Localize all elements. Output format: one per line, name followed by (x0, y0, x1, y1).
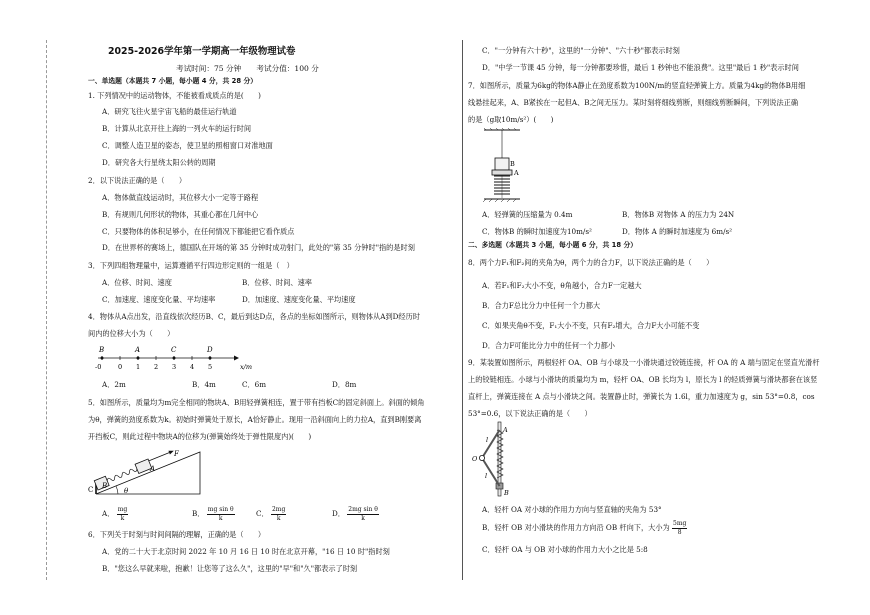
q7-spring-figure (470, 128, 540, 208)
q2-option-b: B．有规则几何形状的物体，其重心都在几何中心 (102, 210, 259, 219)
q2-option-d: D．在世界杯的赛场上，德国队在开场的第 35 分钟时成功射门，此处的"第 35 分钟时"指的是时刻 (102, 243, 415, 252)
q9-stem-line1: 9．某装置如图所示，两根轻杆 OA、OB 与小球及一小滑块通过铰链连接，杆 OA 的 A 端与固定在竖直光滑杆 (468, 358, 820, 367)
q4-option-d: D．8m (332, 380, 357, 389)
q4-tick-label: 1 (136, 363, 141, 371)
q6-option-b: B．"您这么早就来啦，抱歉！让您等了这么久"，这里的"早"和"久"都表示了时刻 (102, 564, 358, 573)
q4-stem-line2: 间内的位移大小为（ ） (88, 329, 175, 338)
q9-ball (479, 455, 484, 460)
q4-tick-label: 3 (172, 363, 177, 371)
q9-stem-line4: 53°=0.6，以下说法正确的是（ ） (468, 409, 592, 418)
q8-option-b: B．合力F总比分力中任何一个力都大 (482, 301, 601, 310)
q8-option-a: A．若F₁和F₂大小不变，θ角越小，合力F一定越大 (482, 281, 642, 290)
q3-option-a: A．位移、时间、速度 (102, 278, 172, 287)
q3-stem: 3．下列四组物理量中，运算遵循平行四边形定则的一组是（ ） (88, 261, 294, 270)
binding-margin (6, 40, 47, 580)
q5-option-a: A． $\frac{mg}{k}$ (102, 506, 128, 522)
left-column (88, 0, 460, 615)
q9-label-l-top: l (486, 436, 489, 444)
q8-stem: 8．两个力F₁和F₂间的夹角为θ，两个力的合力F，以下说法正确的是（ ） (468, 258, 714, 267)
q5-option-c: C． $\frac{2mg}{k}$ (256, 506, 286, 522)
q5-stem-line2: 为θ，弹簧的劲度系数为k。初始时弹簧处于原长，A恰好静止。现用一沿斜面向上的力拉A，直到B刚要离 (88, 415, 422, 424)
q5-stem-line3: 开挡板C，则此过程中物块A的位移为(弹簧始终处于弹性限度内)( ) (88, 432, 312, 441)
q6-option-c: C．"一分钟有六十秒"，这里的"一分钟"、"六十秒"都表示时刻 (482, 46, 680, 55)
q9-label-o: O (472, 455, 478, 463)
q1-stem: 1. 下列情况中的运动物体，不能被看成质点的是( ) (88, 91, 261, 100)
q7-label-a: A (514, 169, 519, 177)
q9-label-a: A (503, 426, 508, 434)
q7-option-a: A．轻弹簧的压缩量为 0.4m (482, 210, 573, 219)
q1-option-b: B．计算从北京开往上海的一列火车的运行时间 (102, 124, 252, 133)
q9-option-a: A．轻杆 OA 对小球的作用力方向与竖直轴的夹角为 53° (482, 505, 662, 514)
q1-option-d: D．研究各大行星绕太阳公转的周期 (102, 158, 216, 167)
q7-stem-line3: 的是（g取10m/s²）( ) (468, 115, 554, 124)
q5-option-b: B． $\frac{\text{mg sin θ}}{k}$ (192, 506, 234, 522)
q5-label-b: B (102, 482, 108, 490)
q1-option-a: A．研究飞往火星宇宙飞船的最佳运行轨道 (102, 107, 237, 116)
q9-linkage-figure (470, 420, 530, 500)
q4-point-b: B (99, 346, 105, 354)
q7-option-c: C．物体B 的瞬时加速度为10m/s² (482, 227, 592, 236)
q3-option-b: B．位移、时间、速率 (242, 278, 312, 287)
q7-block-a (492, 170, 512, 175)
q7-stem-line2: 线悬挂起来，A、B紧挨在一起但A、B之间无压力。某时刻将细线剪断，则细线剪断瞬间，下列说法正确 (468, 98, 799, 107)
q7-stem-line1: 7．如图所示，质量为6kg的物体A静止在劲度系数为100N/m的竖直轻弹簧上方。质量为4kg的物体B用细 (468, 81, 806, 90)
exam-title: 2025-2026学年第一学期高一年级物理试卷 (108, 46, 296, 57)
q3-option-c: C．加速度、速度变化量、平均速率 (102, 295, 216, 304)
q7-block-b (495, 158, 509, 170)
q4-number-line-figure (94, 343, 254, 373)
q3-option-d: D．加速度、速度变化量、平均速度 (242, 295, 356, 304)
q7-label-b: B (510, 160, 515, 168)
exam-info: 考试时间：75 分钟 考试分值：100 分 (176, 64, 319, 73)
q4-option-a: A．2m (102, 380, 126, 389)
q2-option-a: A．物体做直线运动时，其位移大小一定等于路程 (102, 193, 259, 202)
q7-option-d: D．物体 A 的瞬时加速度为 6m/s² (622, 227, 733, 236)
q9-option-c: C．轻杆 OA 与 OB 对小球的作用力大小之比是 5:8 (482, 545, 648, 554)
q5-incline-figure (88, 446, 208, 498)
right-column (468, 0, 820, 615)
q4-point-d: D (207, 346, 213, 354)
section-heading-single-choice: 一、单选题（本题共 7 小题，每小题 4 分，共 28 分） (88, 77, 258, 85)
q9-stem-line3: 直杆上，弹簧连接在 A 点与小滑块之间。装置静止时，弹簧长为 1.6l，重力加速度为 g，sin 53°=0.8，cos (468, 392, 815, 401)
q9-label-l-bottom: l (485, 472, 488, 480)
q6-option-a: A．党的二十大于北京时间 2022 年 10 月 16 日 10 时在北京开幕，"16 日 10 时"指时刻 (102, 547, 390, 556)
q9-stem-line2: 上的铰链相连。小球与小滑块的质量均为 m，轻杆 OA、OB 长均为 l，原长为 l 的轻质弹簧与滑块都套在该竖 (468, 375, 818, 384)
q2-option-c: C．只要物体的体积足够小，在任何情况下都能把它看作质点 (102, 227, 295, 236)
q4-tick-label: -0 (95, 363, 102, 371)
q4-option-b: B．4m (192, 380, 216, 389)
q4-axis-label: x/m (240, 363, 253, 371)
column-divider (462, 40, 463, 580)
q4-tick-label: 0 (118, 363, 123, 371)
section-heading-multi-choice: 二、多选题（本题共 3 小题，每小题 6 分，共 18 分） (468, 241, 638, 249)
q8-option-d: D．合力F可能比分力中的任何一个力都小 (482, 341, 615, 350)
q8-option-c: C．如果夹角θ不变，F₁大小不变，只有F₂增大，合力F大小可能不变 (482, 321, 700, 330)
q5-label-theta: θ (124, 487, 129, 495)
q5-option-d: D． $\frac{\text{2mg sin θ}}{k}$ (332, 506, 378, 522)
q5-label-a: A (150, 465, 156, 473)
q9-option-b: B．轻杆 OB 对小滑块的作用力方向沿 OB 杆向下，大小为 $\frac{5mg}{8}$ (482, 520, 687, 536)
q9-label-b: B (504, 489, 509, 497)
q5-label-f: F (174, 450, 179, 458)
q4-option-c: C．6m (242, 380, 267, 389)
q4-tick-label: 2 (154, 363, 159, 371)
q5-label-c: C (88, 486, 94, 494)
q4-tick-label: 5 (208, 363, 213, 371)
q4-point-a: A (135, 346, 141, 354)
q4-stem-line1: 4．物体从A点出发，沿直线依次经历B、C，最后到达D点，各点的坐标如图所示，则物体从A到D经历时 (88, 312, 420, 321)
q5-force-arrow (149, 453, 169, 461)
q7-option-b: B．物体B 对物体 A 的压力为 24N (622, 210, 735, 219)
q4-tick-label: 4 (190, 363, 195, 371)
q2-stem: 2．以下说法正确的是（ ） (88, 176, 187, 185)
q1-option-c: C．调整人造卫星的姿态，使卫星的照相窗口对准地面 (102, 141, 273, 150)
q6-option-d: D．"中学一节课 45 分钟，每一分钟都要珍惜，最后 1 秒钟也不能浪费"。这里"最后 1 秒"表示时间 (482, 63, 799, 72)
q6-stem: 6．下列关于时刻与时间间隔的理解，正确的是（ ） (88, 530, 266, 539)
q5-stem-line1: 5．如图所示，质量均为m完全相同的物块A、B用轻弹簧相连，置于带有挡板C的固定斜面上。斜面的倾角 (88, 398, 425, 407)
q4-point-c: C (171, 346, 177, 354)
